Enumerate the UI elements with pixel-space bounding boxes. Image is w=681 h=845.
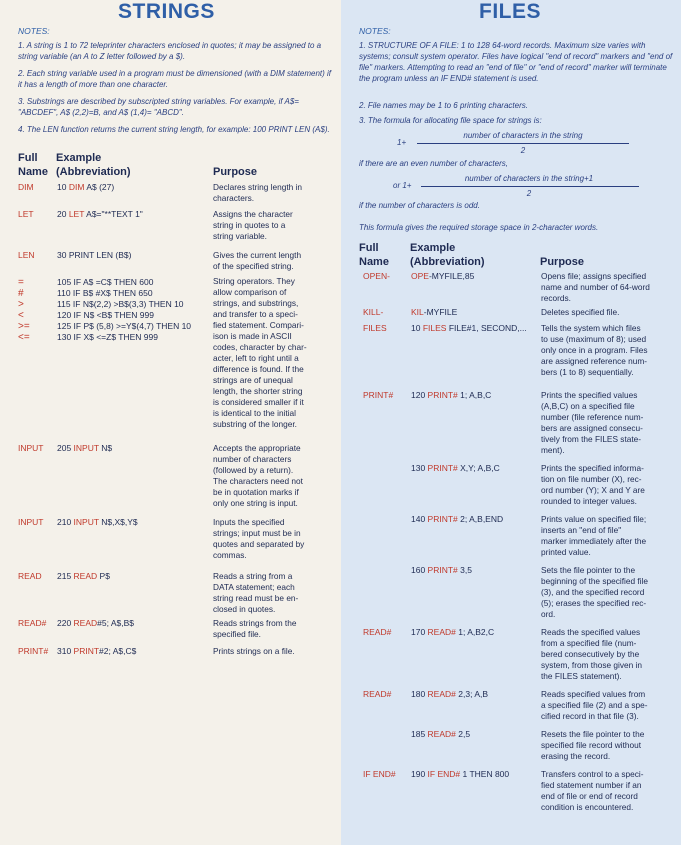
files-row-purpose-line: Transfers control to a speci- (541, 769, 644, 779)
strings-row-purpose-line: characters. (213, 193, 255, 203)
formula-2-prefix: or 1+ (393, 181, 412, 190)
strings-row-line-number: 310 (57, 646, 74, 656)
strings-row-purpose-line: Reads a string from a (213, 571, 293, 581)
files-row-line-number: 130 (411, 463, 428, 473)
strings-operator-purpose-line: strings are of unequal (213, 375, 293, 385)
strings-operator-symbol: >= (18, 321, 30, 332)
strings-note-1: 1. A string is 1 to 72 teleprinter characters enclosed in quotes; it may be assigned to a string variable (an A to Z letter followed by a $). (18, 41, 322, 61)
strings-row-purpose-line: quotes and separated by (213, 539, 305, 549)
files-row-purpose-line: fied statement number if an (541, 780, 642, 790)
strings-row-purpose-line: string variable. (213, 231, 267, 241)
files-row-purpose-line: bers are assigned consecu- (541, 423, 643, 433)
strings-operator-example: 130 IF X$ <=Z$ THEN 999 (57, 332, 158, 342)
files-header-name: Name (359, 256, 389, 268)
strings-operator-symbol: # (18, 288, 24, 299)
files-row-example (411, 769, 509, 780)
strings-row-purpose-line: Gives the current length (213, 250, 302, 260)
files-row-line-number: 140 (411, 514, 428, 524)
files-row-purpose-line: system, from those given in (541, 660, 642, 670)
strings-operator-purpose-line: acter, left to right until a (213, 353, 299, 363)
formula-1-denominator: 2 (520, 146, 526, 155)
strings-operator-purpose-line: allow comparison of (213, 287, 287, 297)
strings-row-example-keyword: PRINT (73, 646, 100, 656)
formula-1-bar (417, 143, 629, 144)
files-row-purpose-line: Resets the file pointer to the (541, 729, 645, 739)
files-row-example-keyword: PRINT# (427, 390, 458, 400)
strings-operator-symbol: <= (18, 332, 30, 343)
files-row-purpose-line: specified file record without (541, 740, 642, 750)
strings-row-purpose-line: string in quotes to a (213, 220, 286, 230)
strings-operator-purpose-line: String operators. They (213, 276, 295, 286)
strings-row-example-args: A$ (27) (84, 182, 115, 192)
files-row-purpose-line: printed value. (541, 547, 591, 557)
files-row-purpose-line: only once in a program. Files (541, 345, 648, 355)
files-row-line-number: 160 (411, 565, 428, 575)
files-row-example-args: FILE#1, SECOND,... (446, 323, 527, 333)
files-row-keyword: READ# (363, 689, 392, 699)
strings-row-example-args: N$,X$,Y$ (98, 517, 138, 527)
strings-row-keyword: READ (18, 571, 42, 581)
files-row-purpose-line: (3), and the specified record (541, 587, 645, 597)
strings-row-line-number: 215 (57, 571, 74, 581)
strings-row-example-keyword: INPUT (73, 517, 99, 527)
strings-header-purpose: Purpose (213, 166, 258, 178)
files-row-example-keyword: PRINT# (427, 463, 458, 473)
strings-note-3: 3. Substrings are described by subscripted string variables. For example, if A$= "ABCDEF", A$ (2,2)=B, and A$ (1,4)= "ABCD". (18, 97, 299, 117)
strings-row-example (57, 646, 136, 657)
files-section (341, 0, 681, 845)
strings-header-abbr: (Abbreviation) (56, 166, 131, 178)
files-row-purpose-line: beginning of the specified file (541, 576, 649, 586)
strings-row-example-keyword: READ (73, 571, 98, 581)
formula-2-numerator: number of characters in the string+1 (464, 174, 594, 183)
strings-row-purpose-line: string read must be en- (213, 593, 299, 603)
files-row-purpose-line: Reads the specified values (541, 627, 641, 637)
files-row-example (411, 627, 494, 638)
strings-row-keyword: DIM (18, 182, 34, 192)
strings-header-example: Example (56, 152, 102, 164)
files-row-example-keyword: OPE (411, 271, 429, 281)
files-row-line-number: 120 (411, 390, 428, 400)
strings-row-purpose-line: be in quotation marks if (213, 487, 299, 497)
formula-1-note: if there are an even number of characters, (359, 159, 508, 168)
files-row-purpose-line: rounded to integer values. (541, 496, 637, 506)
files-row-purpose-line: condition is encountered. (541, 802, 634, 812)
files-row-example (411, 323, 527, 334)
files-row-example (411, 463, 500, 474)
strings-header-full: Full (18, 152, 38, 164)
strings-operator-symbol: < (18, 310, 24, 321)
strings-row-line-number: 10 (57, 182, 69, 192)
formula-2-denominator: 2 (526, 189, 532, 198)
strings-row-example-args: #2; A$,C$ (99, 646, 137, 656)
strings-row-keyword: INPUT (18, 517, 44, 527)
strings-operator-purpose-line: is identical to the initial (213, 408, 297, 418)
files-row-line-number: 180 (411, 689, 428, 699)
files-row-example-keyword: PRINT# (427, 514, 458, 524)
files-row-purpose-line: a specified file (2) and a spe- (541, 700, 648, 710)
strings-row-line-number: 205 (57, 443, 74, 453)
files-row-example-args: 2,5 (455, 729, 471, 739)
strings-operator-example: 110 IF B$ #X$ THEN 650 (57, 288, 153, 298)
strings-row-purpose-line: Inputs the specified (213, 517, 285, 527)
strings-row-purpose-line: Accepts the appropriate (213, 443, 301, 453)
formula-2-note: if the number of characters is odd. (359, 201, 480, 210)
files-row-purpose-line: ment). (541, 445, 565, 455)
files-row-purpose-line: Prints the specified informa- (541, 463, 644, 473)
strings-row-example (57, 182, 114, 193)
strings-operator-example: 105 IF A$ =C$ THEN 600 (57, 277, 154, 287)
files-row-purpose-line: tively from the FILES state- (541, 434, 642, 444)
files-row-example-keyword: PRINT# (427, 565, 458, 575)
strings-row-purpose-line: DATA statement; each (213, 582, 295, 592)
strings-row-example (57, 250, 132, 261)
files-row-line-number: 10 (411, 323, 423, 333)
strings-operator-purpose-line: and transfer to a speci- (213, 309, 298, 319)
strings-operator-purpose-line: strings, and substrings, (213, 298, 299, 308)
files-row-purpose-line: ord number (Y); X and Y are (541, 485, 645, 495)
strings-row-example-args: A$="**TEXT 1" (84, 209, 143, 219)
files-row-example-keyword: READ# (427, 627, 456, 637)
strings-header-name: Name (18, 166, 48, 178)
files-row-purpose-line: to use (maximum of 8); used (541, 334, 647, 344)
files-row-line-number: 190 (411, 769, 428, 779)
files-row-keyword: KILL- (363, 307, 384, 317)
files-row-purpose-line: Tells the system which files (541, 323, 641, 333)
files-row-example-args: -MYFILE (423, 307, 458, 317)
strings-row-keyword: LET (18, 209, 34, 219)
files-row-example-keyword: READ# (427, 729, 456, 739)
strings-row-purpose-line: Declares string length in (213, 182, 303, 192)
files-row-example (411, 390, 491, 401)
strings-note-2: 2. Each string variable used in a program must be dimensioned (with a DIM statement) if it has a length of more than one character. (18, 69, 332, 89)
strings-title: STRINGS (118, 0, 215, 23)
strings-row-keyword: PRINT# (18, 646, 49, 656)
strings-row-purpose-line: only one string is input. (213, 498, 298, 508)
files-row-purpose-line: (5); erases the specified rec- (541, 598, 647, 608)
files-row-purpose-line: Deletes specified file. (541, 307, 620, 317)
files-row-purpose-line: tion on file number (X), rec- (541, 474, 642, 484)
files-row-example (411, 514, 503, 525)
strings-row-purpose-line: number of characters (213, 454, 292, 464)
files-row-keyword: IF END# (363, 769, 396, 779)
files-row-example-args: 1; A,B2,C (455, 627, 495, 637)
strings-operator-symbol: > (18, 299, 24, 310)
strings-row-example (57, 618, 134, 629)
files-row-example-args: 1; A,B,C (457, 390, 492, 400)
files-note-3: 3. The formula for allocating file space for strings is: (359, 116, 542, 125)
strings-row-keyword: READ# (18, 618, 47, 628)
strings-operator-example: 120 IF N$ <B$ THEN 999 (57, 310, 154, 320)
strings-operator-purpose-line: substring of the longer. (213, 419, 297, 429)
strings-row-example-args: N$ (98, 443, 113, 453)
strings-operator-example: 115 IF N$(2,2) >B$(3,3) THEN 10 (57, 299, 184, 309)
strings-row-purpose-line: (followed by a return). (213, 465, 294, 475)
files-header-full: Full (359, 242, 379, 254)
strings-operator-purpose-line: difference is found. If the (213, 364, 304, 374)
files-row-example-keyword: FILES (422, 323, 447, 333)
files-row-example-args: 1 THEN 800 (460, 769, 510, 779)
strings-row-example-args: #5; A$,B$ (97, 618, 135, 628)
files-row-purpose-line: inserts an "end of file" (541, 525, 622, 535)
files-row-example (411, 271, 474, 282)
files-row-keyword: OPEN- (363, 271, 390, 281)
formula-2-bar (421, 186, 639, 187)
strings-row-purpose-line: specified file. (213, 629, 261, 639)
strings-operator-example: 125 IF P$ (5,8) >=Y$(4,7) THEN 10 (57, 321, 192, 331)
files-row-keyword: PRINT# (363, 390, 394, 400)
files-row-purpose-line: marker immediately after the (541, 536, 647, 546)
files-row-purpose-line: the FILES statement). (541, 671, 622, 681)
files-row-line-number: 170 (411, 627, 428, 637)
files-row-example-args: X,Y; A,B,C (457, 463, 500, 473)
strings-row-example-keyword: LET (68, 209, 85, 219)
files-row-keyword: READ# (363, 627, 392, 637)
files-title: FILES (479, 0, 542, 23)
strings-operator-purpose-line: codes, character by char- (213, 342, 307, 352)
formula-1-numerator: number of characters in the string (463, 131, 583, 140)
files-note-2: 2. File names may be 1 to 6 printing characters. (359, 101, 528, 110)
strings-row-line-number: 30 (57, 250, 69, 260)
strings-row-example-args: PRINT LEN (B$) (68, 250, 132, 260)
strings-row-keyword: LEN (18, 250, 35, 260)
strings-row-example (57, 517, 138, 528)
strings-row-line-number: 20 (57, 209, 69, 219)
files-row-purpose-line: from a specified file (num- (541, 638, 637, 648)
strings-row-example-keyword: DIM (68, 182, 85, 192)
files-row-example-keyword: READ# (427, 689, 456, 699)
files-row-purpose-line: cified record in that file (3). (541, 711, 639, 721)
files-row-example-args: 3,5 (457, 565, 472, 575)
files-row-example-args: -MYFILE,85 (428, 271, 475, 281)
files-row-purpose-line: name and number of 64-word (541, 282, 650, 292)
strings-row-line-number: 220 (57, 618, 74, 628)
strings-row-purpose-line: strings; input must be in (213, 528, 301, 538)
files-row-example-args: 2,3; A,B (455, 689, 489, 699)
strings-row-example-keyword: READ (73, 618, 98, 628)
files-header-abbr: (Abbreviation) (410, 256, 485, 268)
files-row-example-keyword: IF END# (427, 769, 461, 779)
strings-operator-purpose-line: length, the shorter string (213, 386, 303, 396)
files-notes-label: NOTES: (359, 26, 391, 36)
files-row-purpose-line: Reads specified values from (541, 689, 646, 699)
files-row-example-args: 2; A,B,END (457, 514, 504, 524)
strings-notes-label: NOTES: (18, 26, 50, 36)
strings-row-purpose-line: commas. (213, 550, 247, 560)
strings-row-purpose-line: Assigns the character (213, 209, 293, 219)
strings-row-example (57, 571, 110, 582)
strings-operator-symbol: = (18, 277, 24, 288)
files-row-purpose-line: bered consecutively by the (541, 649, 640, 659)
strings-row-purpose-line: The characters need not (213, 476, 303, 486)
strings-row-purpose-line: Prints strings on a file. (213, 646, 295, 656)
files-row-purpose-line: end of file or end of record (541, 791, 638, 801)
strings-row-keyword: INPUT (18, 443, 44, 453)
files-row-purpose-line: erasing the record. (541, 751, 611, 761)
files-note-1: 1. STRUCTURE OF A FILE: 1 to 128 64-word records. Maximum size varies with systems; consult system operator. Files have logical "end of record" markers and "end of file" markers. Attempting to read an "end of file" or "end of record" marker will terminate the program unless an IF END# statement is used. (359, 41, 673, 83)
files-storage-note: This formula gives the required storage space in 2-character words. (359, 223, 599, 232)
files-row-purpose-line: records. (541, 293, 571, 303)
strings-operator-purpose-line: is considered smaller if it (213, 397, 304, 407)
strings-row-example-args: P$ (97, 571, 110, 581)
files-row-line-number: 185 (411, 729, 428, 739)
strings-row-purpose-line: Reads strings from the (213, 618, 297, 628)
files-row-purpose-line: Prints the specified values (541, 390, 638, 400)
strings-row-purpose-line: of the specified string. (213, 261, 294, 271)
files-row-purpose-line: (A,B,C) on a specified file (541, 401, 635, 411)
files-row-purpose-line: bers (1 to 8) sequentially. (541, 367, 634, 377)
files-row-keyword: FILES (363, 323, 387, 333)
files-row-example-keyword: KIL (411, 307, 424, 317)
files-header-purpose: Purpose (540, 256, 585, 268)
files-row-example (411, 689, 488, 700)
files-row-purpose-line: are assigned reference num- (541, 356, 648, 366)
formula-1-prefix: 1+ (397, 138, 407, 147)
strings-row-example (57, 443, 112, 454)
strings-note-4: 4. The LEN function returns the current string length, for example: 100 PRINT LEN (A$). (18, 125, 330, 134)
strings-row-line-number: 210 (57, 517, 74, 527)
files-row-purpose-line: Sets the file pointer to the (541, 565, 636, 575)
files-row-purpose-line: number (file reference num- (541, 412, 644, 422)
files-row-purpose-line: ord. (541, 609, 556, 619)
files-row-purpose-line: Prints value on specified file; (541, 514, 647, 524)
strings-row-example (57, 209, 143, 220)
files-header-example: Example (410, 242, 456, 254)
strings-operator-purpose-line: ison is made in ASCII (213, 331, 292, 341)
files-row-purpose-line: Opens file; assigns specified (541, 271, 647, 281)
strings-row-purpose-line: closed in quotes. (213, 604, 276, 614)
files-row-example (411, 729, 470, 740)
files-row-example (411, 307, 457, 318)
files-row-example (411, 565, 472, 576)
strings-operator-purpose-line: fied statement. Compari- (213, 320, 304, 330)
strings-row-example-keyword: INPUT (73, 443, 99, 453)
